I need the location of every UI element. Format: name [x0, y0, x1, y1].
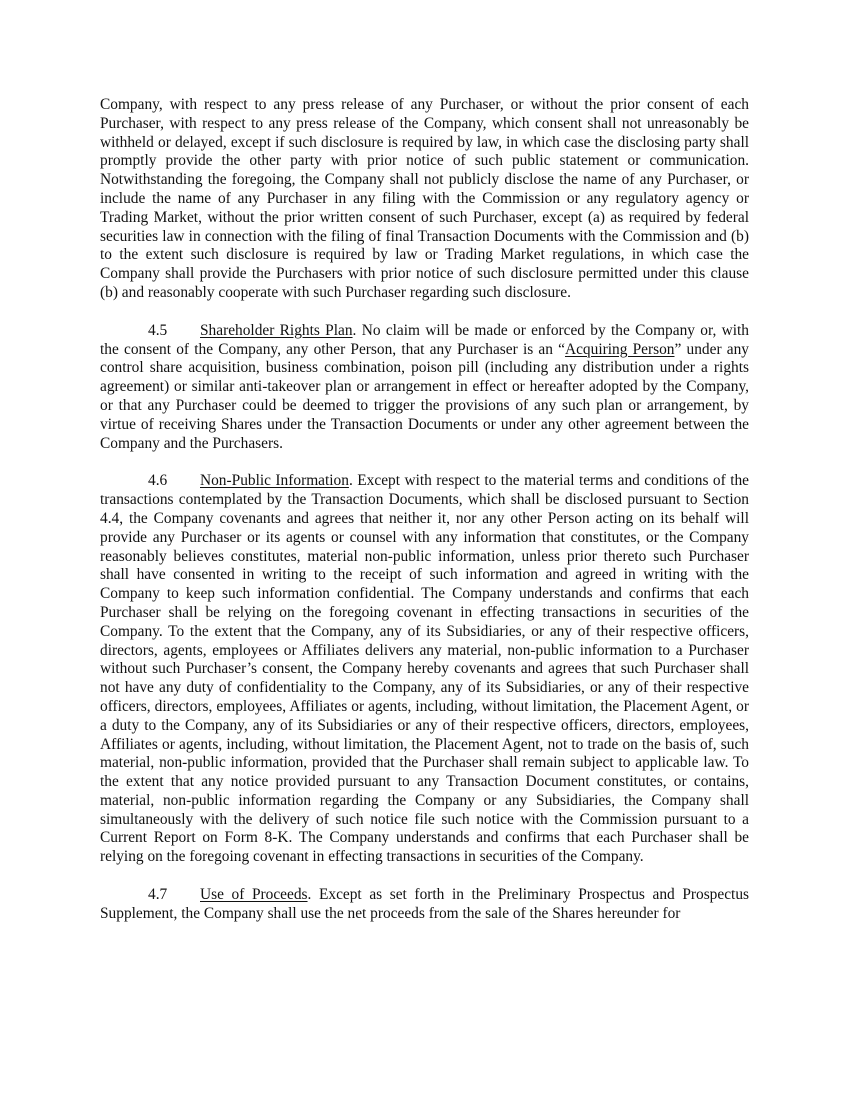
document-page: [100, 96, 749, 943]
section-4-7: [100, 886, 749, 924]
section-number: 4.6: [148, 472, 168, 490]
defined-term: Acquiring Person: [564, 340, 675, 358]
section-heading: Shareholder Rights Plan: [200, 321, 353, 339]
section-text: . No claim will be made or enforced by the Company or, with the consent of the Company, any other Person, that any Purchaser is an “: [100, 321, 749, 358]
section-4-5: [100, 322, 749, 454]
section-text-continued: ” under any control share acquisition, business combination, poison pill (including any distribution under a rights agreement) or similar anti-takeover plan or arrangement in effect or hereafter adopted by the Company, or that any Purchaser could be deemed to trigger the provisions of any such plan or arrangement, by virtue of receiving Shares under the Transaction Documents or under any other agreement between the Company and the Purchasers.: [100, 340, 750, 452]
section-number: 4.5: [148, 321, 168, 339]
paragraph-continuation: Company, with respect to any press release of any Purchaser, or without the prior consent of each Purchaser, with respect to any press release of the Company, which consent shall not unreasonably be withheld or delayed, except if such disclosure is required by law, in which case the disclosing party shall promptly provide the other party with prior notice of such public statement or communication. Notwithstanding the foregoing, the Company shall not publicly disclose the name of any Purchaser, or include the name of any Purchaser in any filing with the Commission or any regulatory agency or Trading Market, without the prior written consent of such Purchaser, except (a) as required by federal securities law in connection with the filing of final Transaction Documents with the Commission and (b) to the extent such disclosure is required by law or Trading Market regulations, in which case the Company shall provide the Purchasers with prior notice of such disclosure permitted under this clause (b) and reasonably cooperate with such Purchaser regarding such disclosure.: [100, 96, 749, 301]
section-heading: Non-Public Information: [200, 472, 349, 490]
section-4-6: [100, 472, 749, 867]
section-text: . Except as set forth in the Preliminary Prospectus and Prospectus Supplement, the Company shall use the net proceeds from the sale of the Shares hereunder for: [100, 886, 750, 922]
section-text: . Except with respect to the material terms and conditions of the transactions contemplated by the Transaction Documents, which shall be disclosed pursuant to Section 4.4, the Company covenants and agrees that neither it, nor any other Person acting on its behalf will provide any Purchaser or its agents or counsel with any information that constitutes, or the Company reasonably believes constitutes, material non-public information, unless prior thereto such Purchaser shall have consented in writing to the receipt of such information and agreed in writing with the Company to keep such information confidential. The Company understands and confirms that each Purchaser shall be relying on the foregoing covenant in effecting transactions in securities of the Company. To the extent that the Company, any of its Subsidiaries, or any of their respective officers, directors, agents, employees or Affiliates delivers any material, non-public information to a Purchaser without such Purchaser’s consent, the Company hereby covenants and agrees that such Purchaser shall not have any duty of confidentiality to the Company, any of its Subsidiaries, or any of their respective officers, directors, employees, Affiliates or agents, including, without limitation, the Placement Agent, or a duty to the Company, any of its Subsidiaries or any of their respective officers, directors, employees, Affiliates or agents, including, without limitation, the Placement Agent, not to trade on the basis of, such material, non-public information, provided that the Purchaser shall remain subject to applicable law. To the extent that any notice provided pursuant to any Transaction Document constitutes, or contains, material, non-public information regarding the Company or any Subsidiaries, the Company shall simultaneously with the delivery of such notice file such notice with the Commission pursuant to a Current Report on Form 8-K. The Company understands and confirms that each Purchaser shall be relying on the foregoing covenant in effecting transactions in securities of the Company.: [100, 472, 749, 866]
section-heading: Use of Proceeds: [200, 886, 308, 904]
section-number: 4.7: [148, 886, 168, 904]
